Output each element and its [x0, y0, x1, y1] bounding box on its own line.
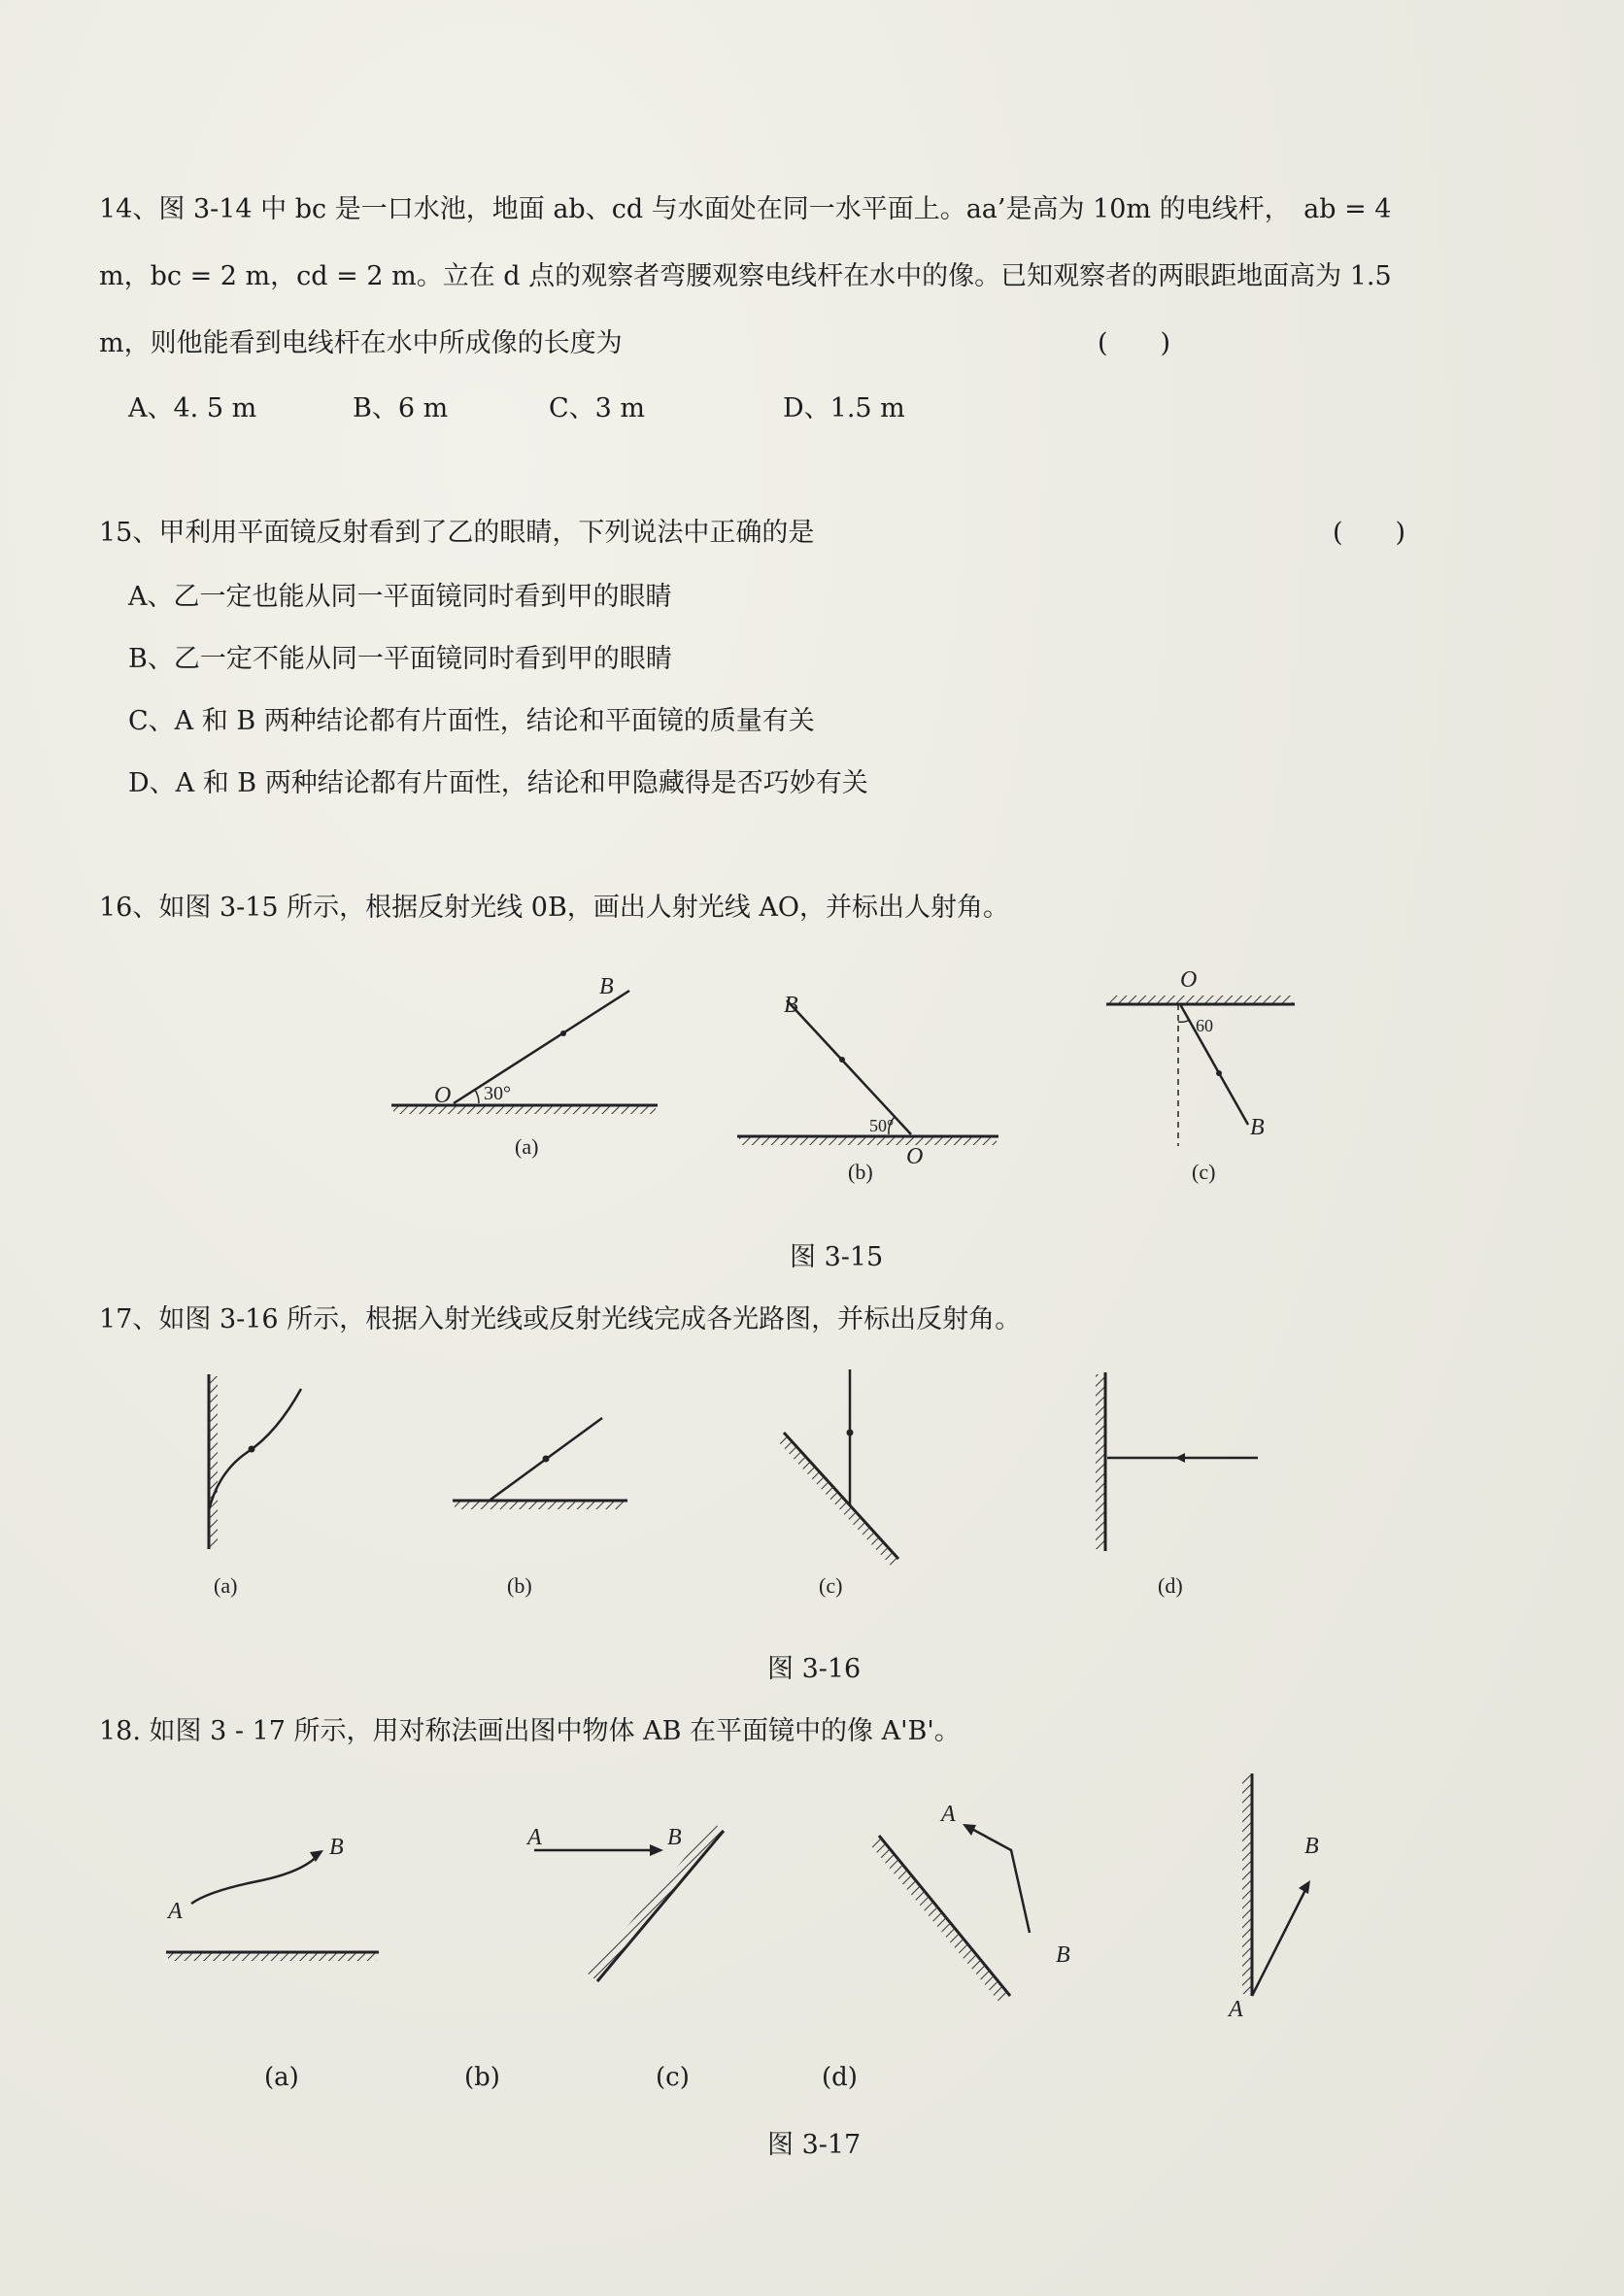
- figure-3-15c: [1102, 942, 1302, 1195]
- incident-ray: [209, 1389, 301, 1510]
- arrow-head: [650, 1844, 663, 1856]
- mirror-hatch: [776, 1433, 898, 1566]
- subfigure-label: (b): [507, 1573, 532, 1598]
- q18-stem: 18. 如图 3 - 17 所示，用对称法画出图中物体 AB 在平面镜中的像 A'B'。: [99, 1716, 961, 1746]
- ray-arrow: [1216, 1070, 1222, 1076]
- ray-arrow: [847, 1430, 854, 1436]
- label-a: A: [1229, 1997, 1243, 2022]
- q14-stem-line1: 14、图 3-14 中 bc 是一口水池，地面 ab、cd 与水面处在同一水平面上。aa’是高为 10m 的电线杆， ab = 4: [99, 194, 1392, 224]
- angle-label: 60: [1196, 1016, 1213, 1035]
- ray-arrow: [249, 1446, 255, 1453]
- label-a: A: [941, 1802, 956, 1827]
- figure-3-17-caption: 图 3-17: [767, 2130, 862, 2160]
- figure-3-17a: [160, 1821, 389, 1967]
- q15-option-d: D、A 和 B 两种结论都有片面性，结论和甲隐藏得是否巧妙有关: [128, 768, 868, 798]
- mirror-hatch: [1242, 1775, 1251, 1994]
- angle-arc: [1178, 1020, 1190, 1022]
- label-b: B: [1304, 1834, 1319, 1859]
- figure-3-16c: [772, 1365, 918, 1607]
- q17-stem: 17、如图 3-16 所示，根据入射光线或反射光线完成各光路图，并标出反射角。: [99, 1304, 1022, 1334]
- q14-stem-line2: m，bc = 2 m，cd = 2 m。立在 d 点的观察者弯腰观察电线杆在水中的像。已知观察者的两眼距地面高为 1.5: [99, 261, 1392, 291]
- mirror-hatch: [588, 1823, 724, 1981]
- ray-arrow: [543, 1456, 550, 1463]
- figure-3-15a: [384, 966, 665, 1170]
- label-a: A: [168, 1899, 183, 1924]
- subfigure-label: (d): [1158, 1573, 1183, 1598]
- figure-3-17c: [869, 1792, 1093, 2015]
- object-ab: [966, 1826, 1030, 1933]
- reflected-ray: [787, 1000, 911, 1134]
- figure-3-17b: [520, 1811, 738, 1991]
- label-b: B: [1250, 1115, 1265, 1140]
- subfigure-label: (b): [848, 1160, 873, 1184]
- reflected-ray: [454, 991, 629, 1103]
- label-b: B: [1056, 1942, 1070, 1968]
- angle-label: 30°: [484, 1083, 511, 1104]
- fig-3-17-label-a: (a): [264, 2063, 299, 2092]
- mirror-hatch: [869, 1836, 1010, 2004]
- q14-option-a: A、4. 5 m: [128, 393, 257, 423]
- fig-3-17-label-d: (d): [822, 2063, 858, 2092]
- subfigure-label: (a): [214, 1573, 238, 1598]
- label-a: A: [527, 1825, 542, 1850]
- q14-stem-line3: m，则他能看到电线杆在水中所成像的长度为: [99, 328, 623, 358]
- label-b: B: [667, 1825, 682, 1850]
- ray-arrow: [1175, 1453, 1185, 1463]
- subfigure-label: (c): [1192, 1160, 1216, 1184]
- angle-arc: [475, 1090, 479, 1103]
- figure-3-16b: [447, 1399, 641, 1607]
- figure-3-15-caption: 图 3-15: [790, 1242, 884, 1272]
- q15-option-c: C、A 和 B 两种结论都有片面性，结论和平面镜的质量有关: [128, 706, 815, 736]
- reflected-ray: [1180, 1004, 1248, 1125]
- figure-3-15b: [733, 942, 1005, 1195]
- q14-option-b: B、6 m: [353, 393, 449, 423]
- q14-option-c: C、3 m: [549, 393, 646, 423]
- label-o: O: [1180, 967, 1198, 993]
- label-b: B: [329, 1835, 344, 1860]
- mirror-hatch: [209, 1376, 218, 1547]
- figure-3-16a: [189, 1365, 335, 1607]
- q14-option-d: D、1.5 m: [783, 393, 905, 423]
- label-o: O: [906, 1144, 924, 1169]
- ray-arrow: [839, 1057, 845, 1063]
- label-b: B: [784, 993, 798, 1018]
- mirror-hatch: [1096, 1374, 1104, 1549]
- subfigure-label: (a): [515, 1134, 539, 1159]
- angle-label: 50°: [869, 1116, 895, 1135]
- fig-3-17-label-b: (b): [464, 2063, 500, 2092]
- object-ab: [1252, 1884, 1308, 1996]
- ray-arrow: [560, 1030, 566, 1036]
- figure-3-16-caption: 图 3-16: [767, 1654, 862, 1684]
- figure-3-16d: [1078, 1365, 1272, 1607]
- figure-3-17d: [1219, 1768, 1326, 2022]
- q15-option-b: B、乙一定不能从同一平面镜同时看到甲的眼睛: [128, 644, 672, 674]
- object-ab: [191, 1852, 321, 1904]
- subfigure-label: (c): [819, 1573, 843, 1598]
- label-o: O: [434, 1083, 452, 1108]
- fig-3-17-label-c: (c): [656, 2063, 690, 2092]
- q15-answer-bracket: ( ): [1333, 518, 1406, 548]
- label-b: B: [599, 974, 614, 999]
- q14-answer-bracket: ( ): [1098, 328, 1171, 358]
- q16-stem: 16、如图 3-15 所示，根据反射光线 0B，画出人射光线 AO，并标出人射角。: [99, 893, 1009, 923]
- q15-option-a: A、乙一定也能从同一平面镜同时看到甲的眼睛: [128, 582, 672, 612]
- q15-stem: 15、甲利用平面镜反射看到了乙的眼睛，下列说法中正确的是: [99, 518, 815, 548]
